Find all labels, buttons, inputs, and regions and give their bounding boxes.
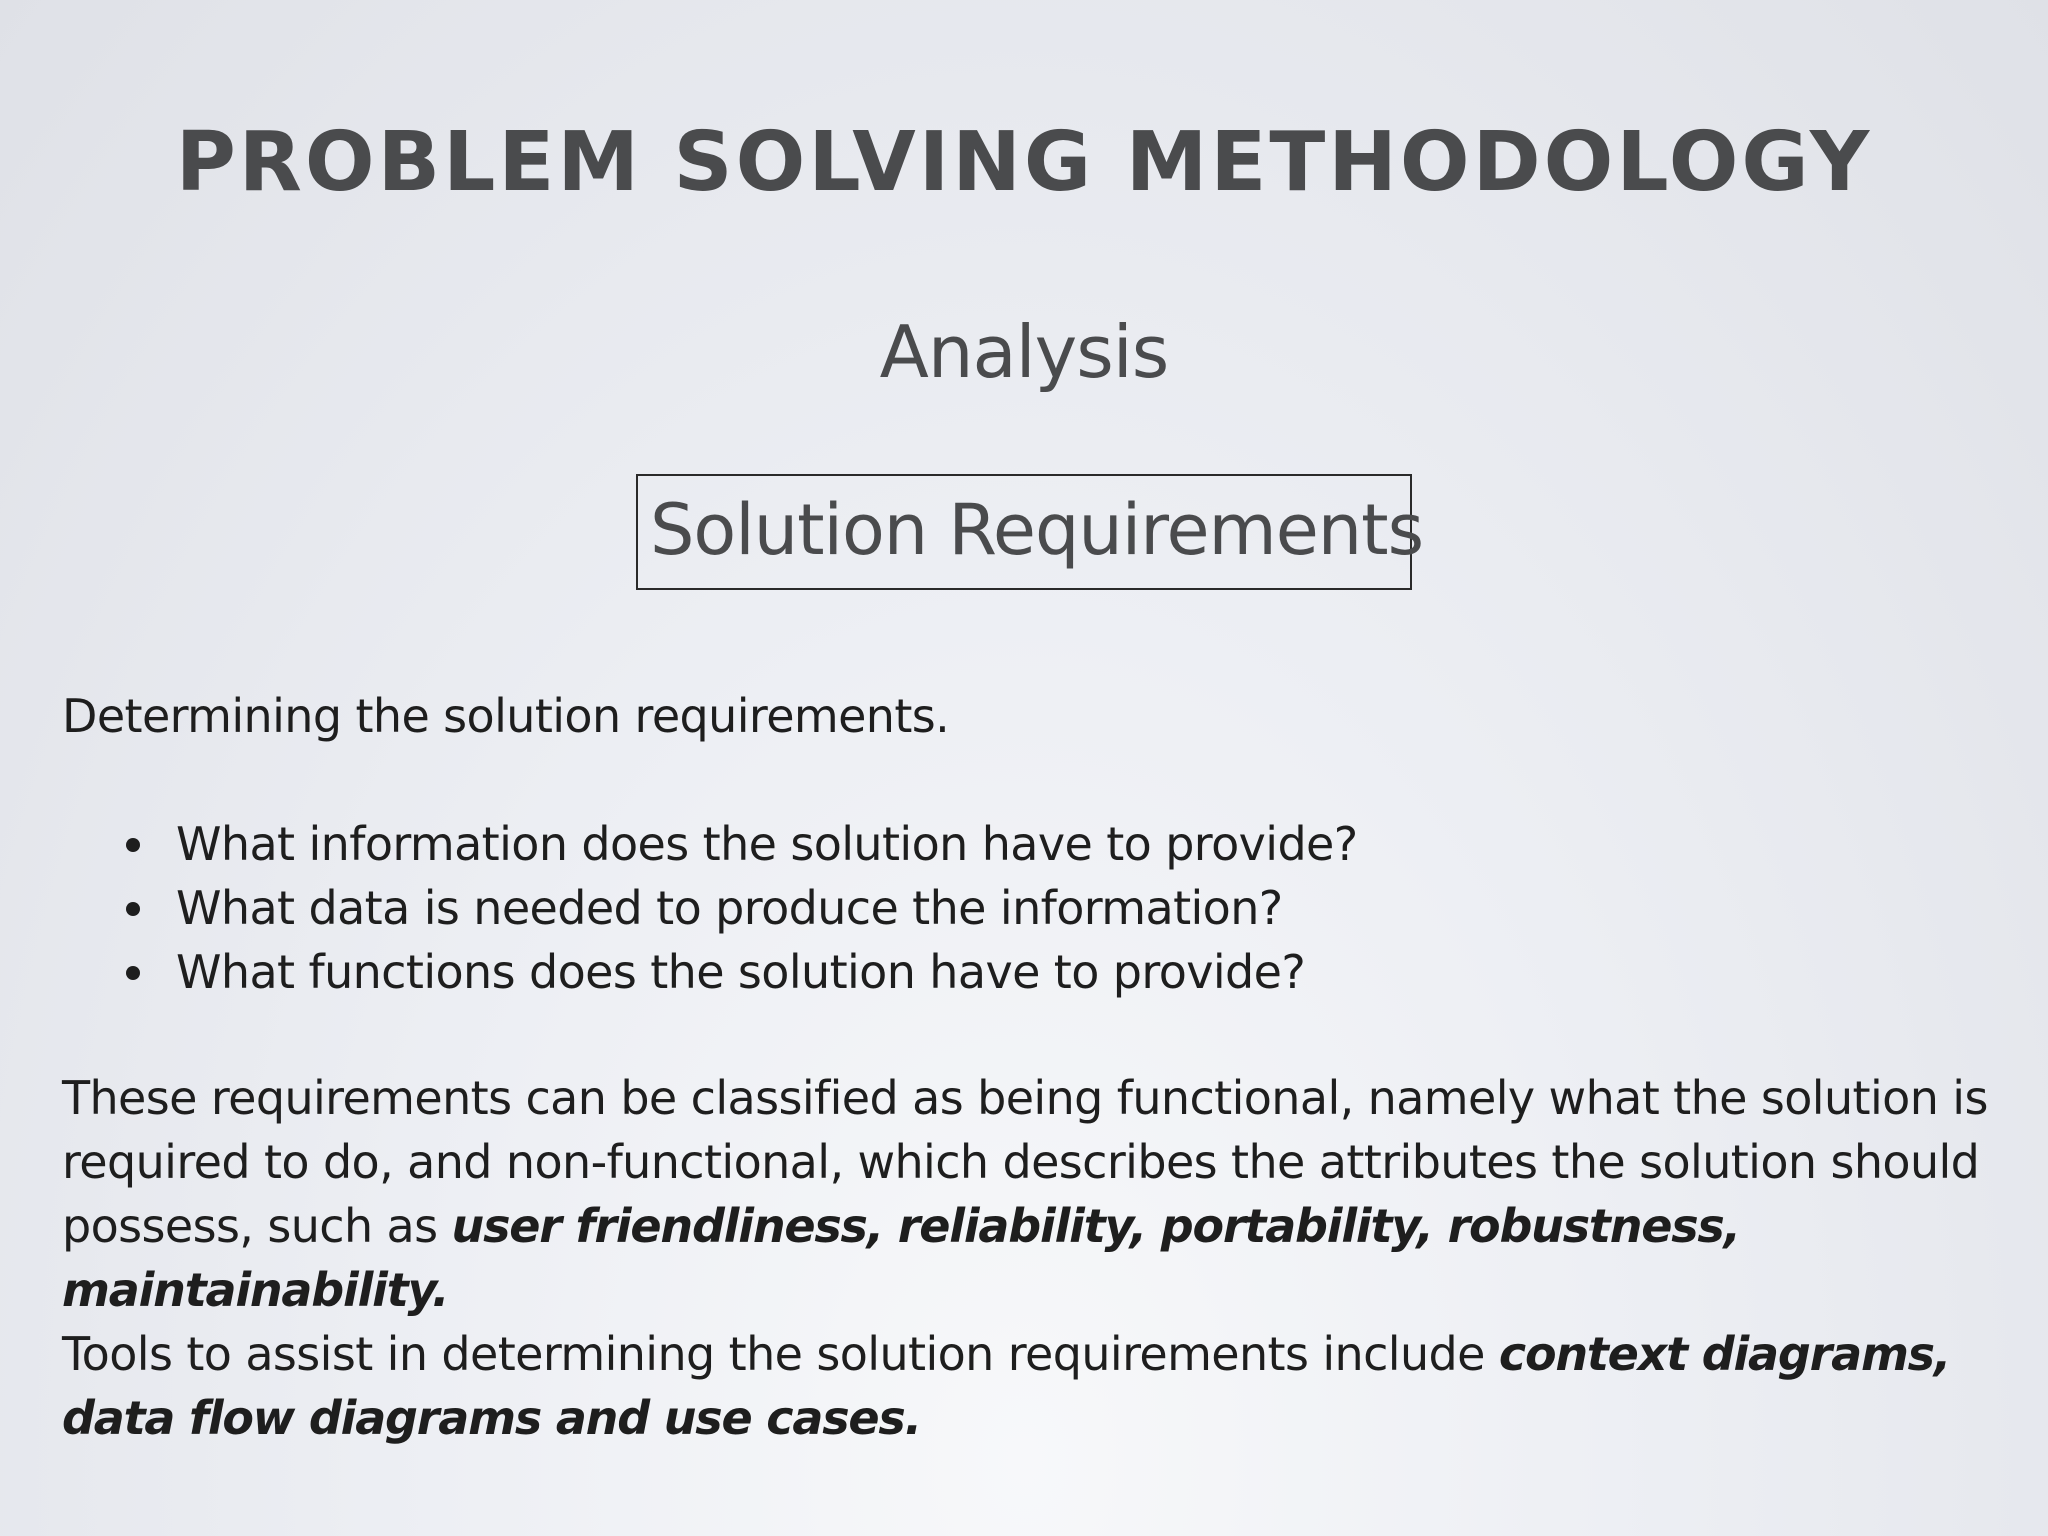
- boxed-heading-container: [0, 474, 2048, 590]
- classification-text: These requirements can be classified as being functional, namely what the solution is required to do, and non-functional, which describes the attributes the solution should possess, such as: [62, 1071, 1988, 1253]
- boxed-heading: Solution Requirements: [636, 474, 1412, 590]
- list-item: [120, 812, 1358, 876]
- intro-paragraph: Determining the solution requirements.: [62, 689, 950, 743]
- list-item: [120, 940, 1358, 1004]
- bullet-dot-icon: [126, 838, 140, 852]
- slide-title: PROBLEM SOLVING METHODOLOGY: [175, 115, 1873, 210]
- non-functional-attributes-emphasis: user friendliness, reliability, portability, robustness, maintainability.: [62, 1199, 1740, 1317]
- requirements-bullet-list: [120, 812, 1358, 1004]
- tools-text: Tools to assist in determining the solution requirements include: [62, 1327, 1499, 1381]
- tools-emphasis: context diagrams, data flow diagrams and use cases.: [62, 1327, 1951, 1445]
- bullet-dot-icon: [126, 966, 140, 980]
- classification-paragraph: [62, 1066, 1992, 1322]
- bullet-text: What functions does the solution have to provide?: [176, 945, 1306, 999]
- bullet-text: What data is needed to produce the information?: [176, 881, 1283, 935]
- bullet-text: What information does the solution have to provide?: [176, 817, 1358, 871]
- tools-paragraph: [62, 1322, 1992, 1450]
- bullet-dot-icon: [126, 902, 140, 916]
- slide-subtitle: Analysis: [879, 310, 1169, 394]
- list-item: [120, 876, 1358, 940]
